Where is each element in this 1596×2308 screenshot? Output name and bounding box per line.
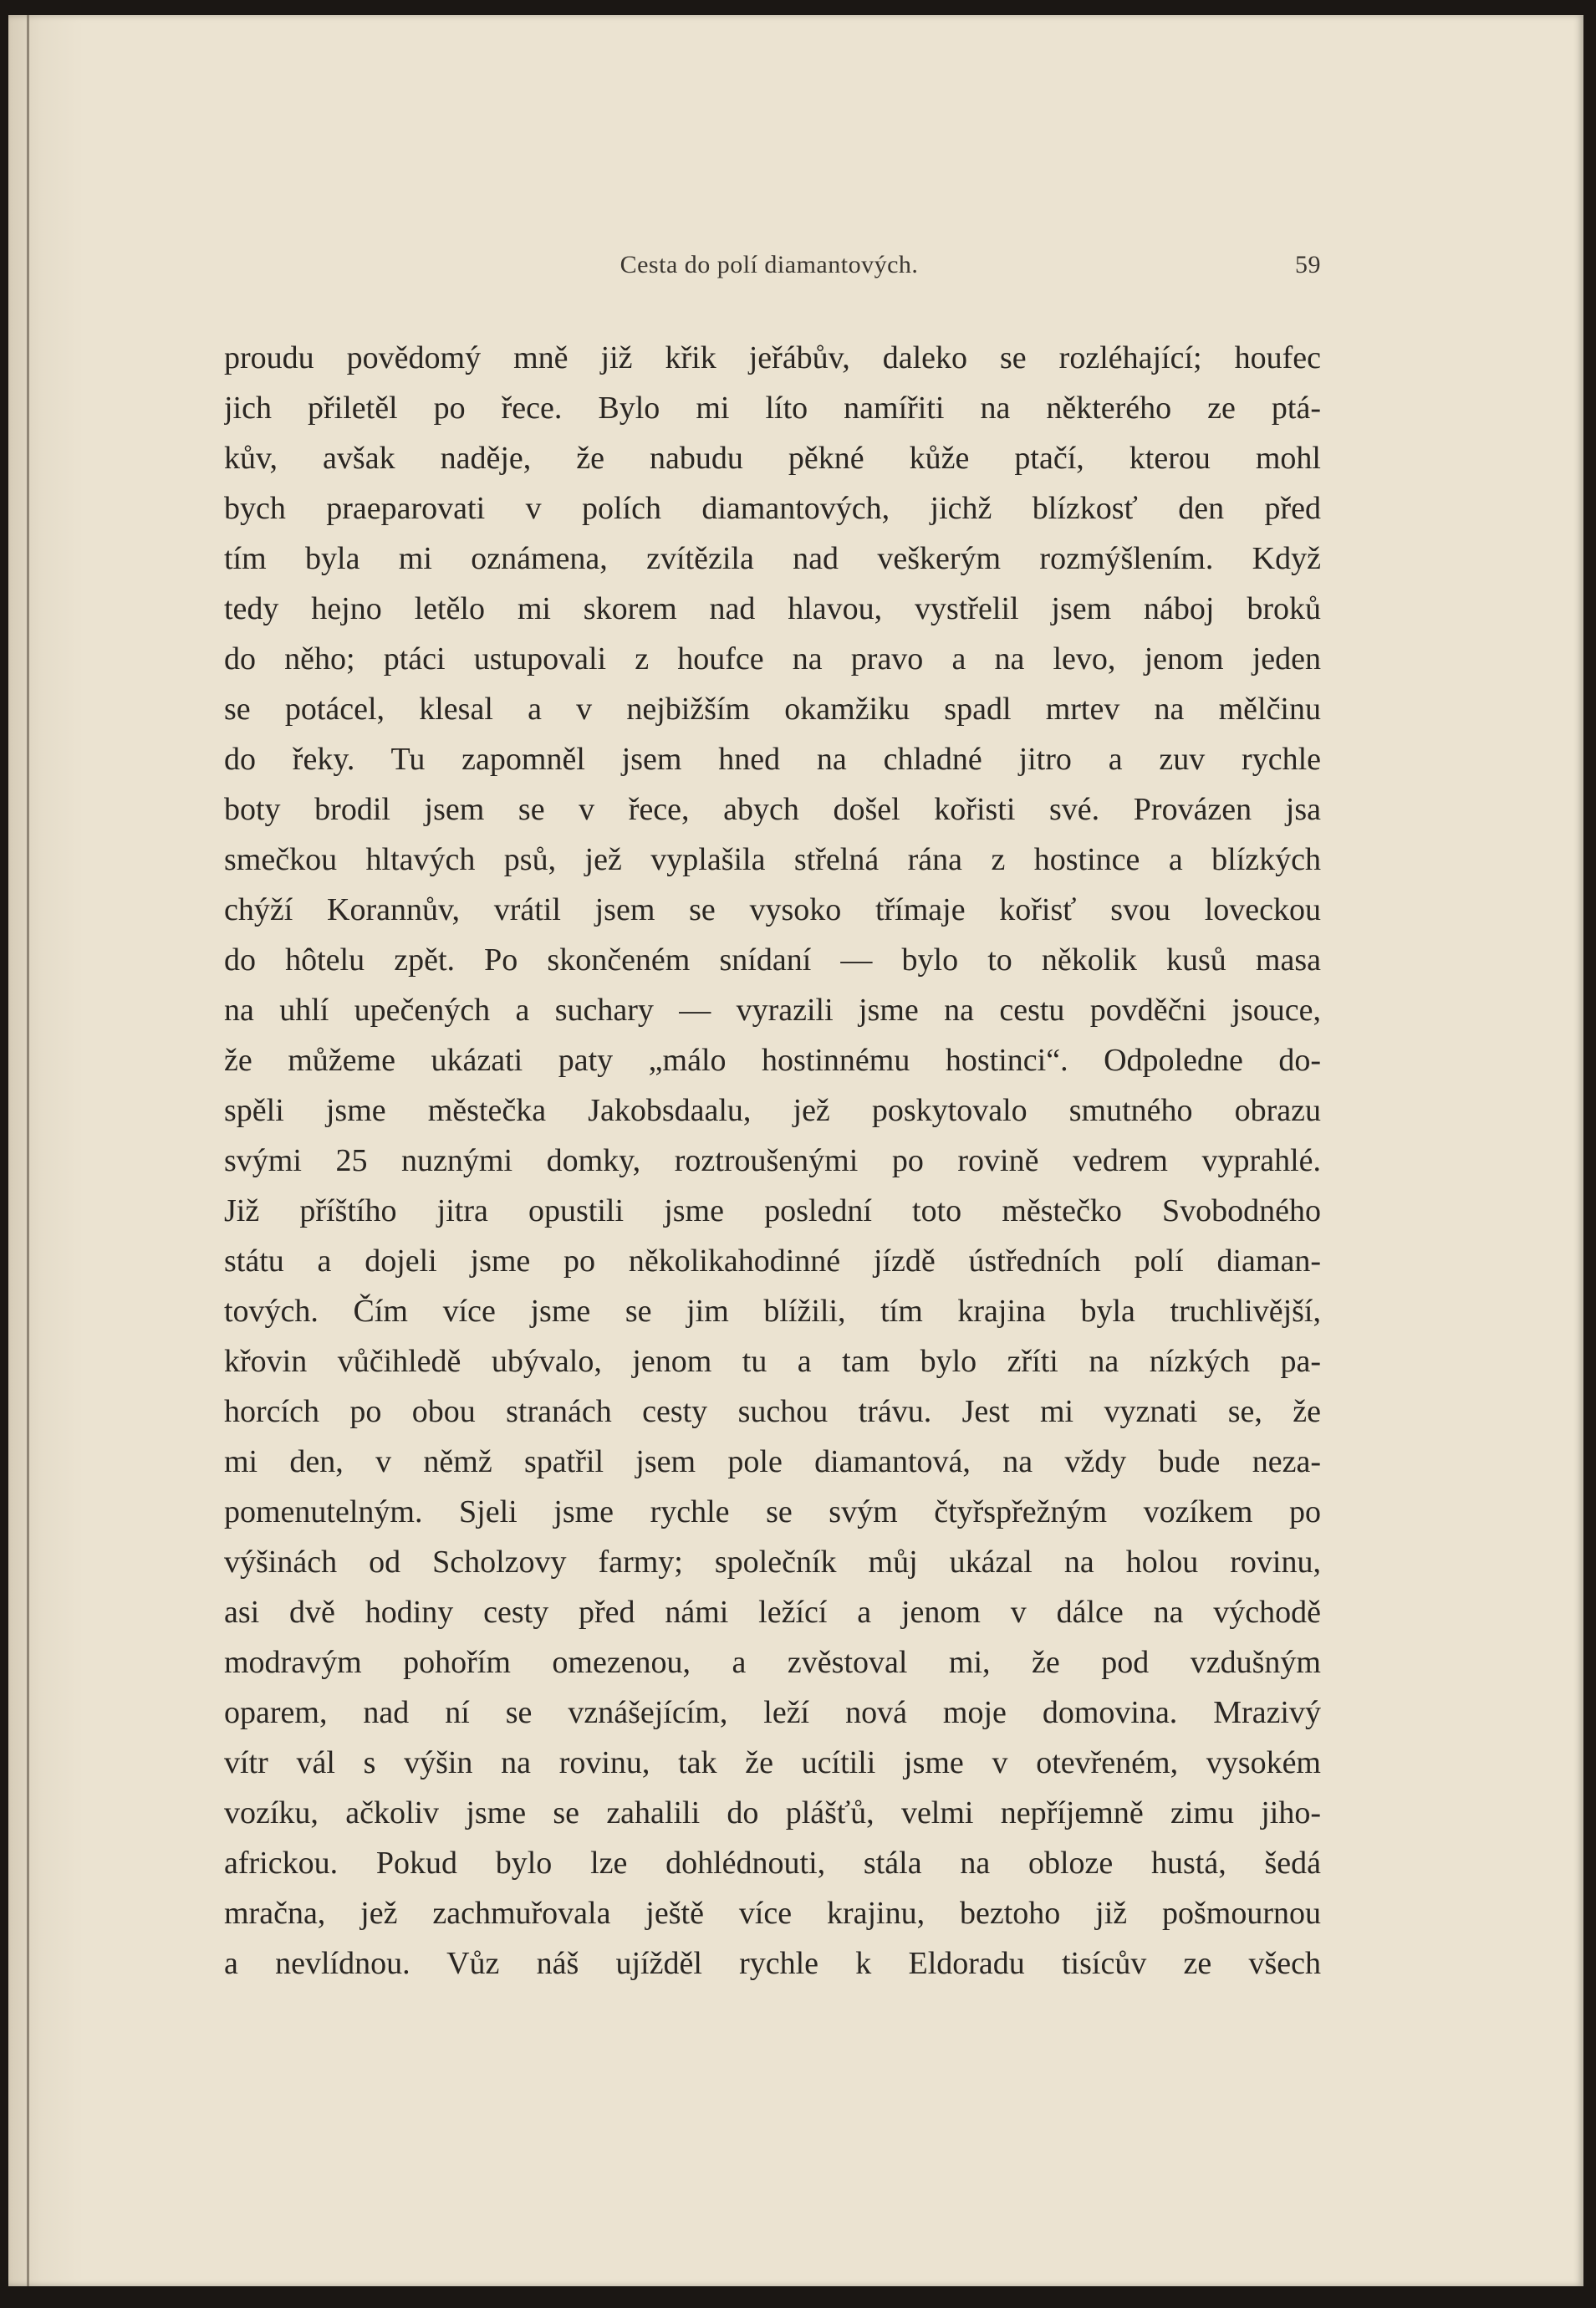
- page-number: 59: [1295, 251, 1321, 278]
- text-line: a nevlídnou. Vůz náš ujížděl rychle k Eldoradu tisícův ze všech: [224, 1946, 1321, 1981]
- text-line: mi den, v němž spatřil jsem pole diamantová, na vždy bude neza-: [224, 1444, 1321, 1479]
- text-line: tedy hejno letělo mi skorem nad hlavou, vystřelil jsem náboj broků: [224, 591, 1321, 626]
- text-line: vozíku, ačkoliv jsme se zahalili do plášťů, velmi nepříjemně zimu jiho-: [224, 1795, 1321, 1831]
- text-line: státu a dojeli jsme po několikahodinné jízdě ústředních polí diaman-: [224, 1243, 1321, 1279]
- text-line: výšinách od Scholzovy farmy; společník můj ukázal na holou rovinu,: [224, 1545, 1321, 1580]
- body-text: [224, 333, 1321, 1989]
- text-line: proudu povědomý mně již křik jeřábův, daleko se rozléhající; houfec: [224, 340, 1321, 375]
- text-line: chýží Korannův, vrátil jsem se vysoko třímaje kořisť svou loveckou: [224, 892, 1321, 927]
- text-line: křovin vůčihledě ubývalo, jenom tu a tam bylo zříti na nízkých pa-: [224, 1344, 1321, 1379]
- text-line: horcích po obou stranách cesty suchou trávu. Jest mi vyznati se, že: [224, 1394, 1321, 1429]
- text-line: do hôtelu zpět. Po skončeném snídaní — bylo to několik kusů masa: [224, 942, 1321, 978]
- page-gutter-line: [27, 15, 29, 2286]
- text-line: tím byla mi oznámena, zvítězila nad veškerým rozmýšlením. Když: [224, 541, 1321, 576]
- text-line: tových. Čím více jsme se jim blížili, tím krajina byla truchlivější,: [224, 1294, 1321, 1329]
- text-line: smečkou hltavých psů, jež vyplašila střelná rána z hostince a blízkých: [224, 842, 1321, 877]
- book-page: [8, 15, 1583, 2286]
- running-title: Cesta do polí diamantových.: [620, 251, 919, 278]
- text-line: asi dvě hodiny cesty před námi ležící a jenom v dálce na východě: [224, 1595, 1321, 1630]
- text-line: vítr vál s výšin na rovinu, tak že ucítili jsme v otevřeném, vysokém: [224, 1745, 1321, 1780]
- text-line: svými 25 nuznými domky, roztroušenými po rovině vedrem vyprahlé.: [224, 1143, 1321, 1178]
- text-line: bych praeparovati v polích diamantových, jichž blízkosť den před: [224, 491, 1321, 526]
- text-line: na uhlí upečených a suchary — vyrazili jsme na cestu povděčni jsouce,: [224, 993, 1321, 1028]
- text-line: boty brodil jsem se v řece, abych došel kořisti své. Provázen jsa: [224, 792, 1321, 827]
- text-line: kův, avšak naděje, že nabudu pěkné kůže ptačí, kterou mohl: [224, 441, 1321, 476]
- running-header: [217, 251, 1321, 284]
- text-line: modravým pohořím omezenou, a zvěstoval mi, že pod vzdušným: [224, 1645, 1321, 1680]
- text-line: se potácel, klesal a v nejbižším okamžiku spadl mrtev na mělčinu: [224, 692, 1321, 727]
- text-line: mračna, jež zachmuřovala ještě více krajinu, beztoho již pošmournou: [224, 1896, 1321, 1931]
- text-line: že můžeme ukázati paty „málo hostinnému hostinci“. Odpoledne do-: [224, 1043, 1321, 1078]
- text-line: do něho; ptáci ustupovali z houfce na pravo a na levo, jenom jeden: [224, 641, 1321, 677]
- text-line: Již příštího jitra opustili jsme poslední toto městečko Svobodného: [224, 1193, 1321, 1228]
- text-line: pomenutelným. Sjeli jsme rychle se svým čtyřspřežným vozíkem po: [224, 1494, 1321, 1529]
- text-line: do řeky. Tu zapomněl jsem hned na chladné jitro a zuv rychle: [224, 742, 1321, 777]
- text-line: oparem, nad ní se vznášejícím, leží nová moje domovina. Mrazivý: [224, 1695, 1321, 1730]
- text-line: africkou. Pokud bylo lze dohlédnouti, stála na obloze hustá, šedá: [224, 1846, 1321, 1881]
- text-line: jich přiletěl po řece. Bylo mi líto namířiti na některého ze ptá-: [224, 391, 1321, 426]
- text-line: spěli jsme městečka Jakobsdaalu, jež poskytovalo smutného obrazu: [224, 1093, 1321, 1128]
